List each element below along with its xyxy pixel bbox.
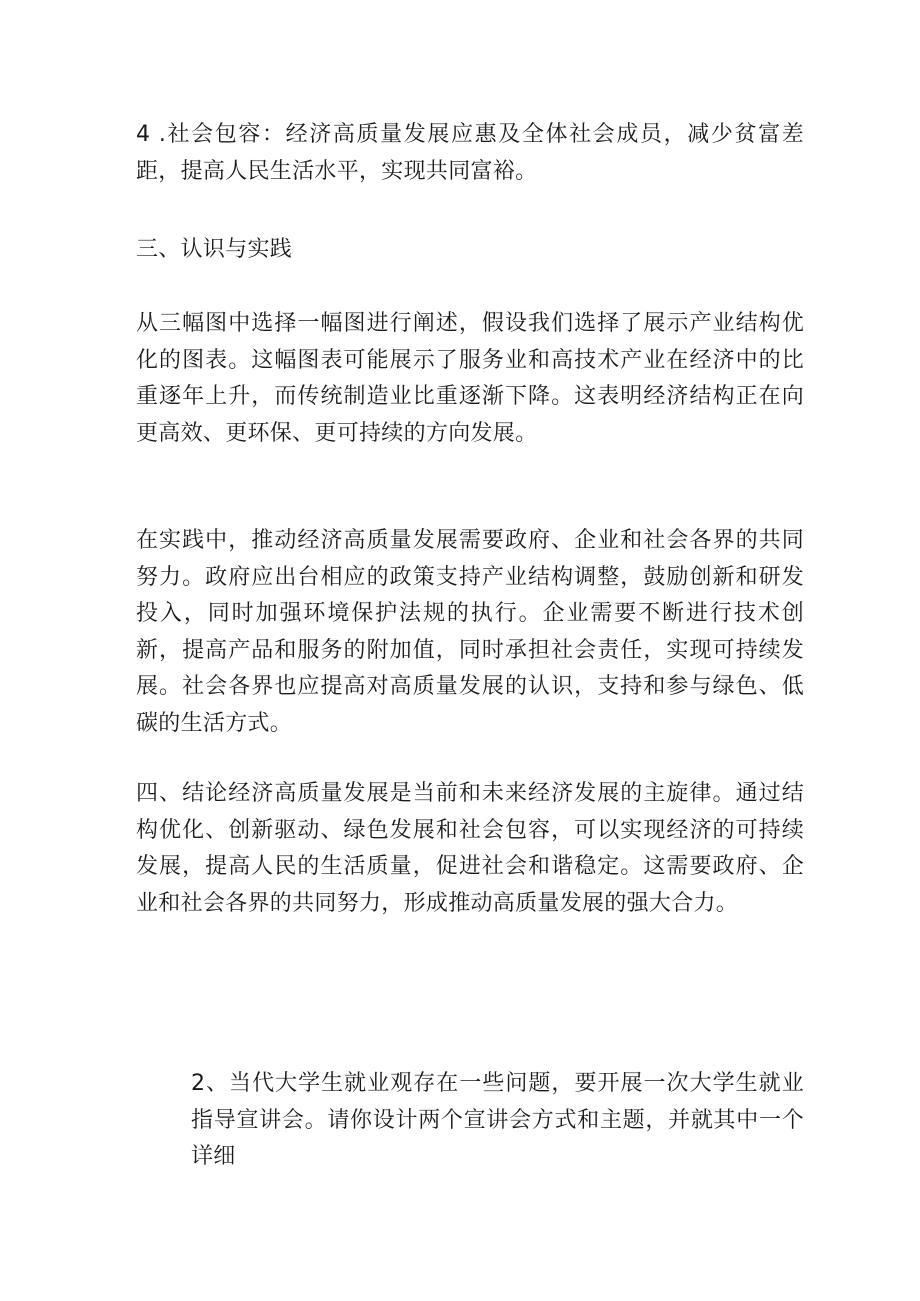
paragraph-social-inclusion: 4 .社会包容：经济高质量发展应惠及全体社会成员，减少贫富差距，提高人民生活水平，实现共同富裕。 [136,122,804,184]
section-heading-understanding-practice: 三、认识与实践 [136,237,293,262]
paragraph-conclusion: 四、结论经济高质量发展是当前和未来经济发展的主旋律。通过结构优化、创新驱动、绿色发展和社会包容，可以实现经济的可持续发展，提高人民的生活质量，促进社会和谐稳定。这需要政府、企业和社会各界的共同努力，形成推动高质量发展的强大合力。 [136,781,804,916]
paragraph-chart-analysis: 从三幅图中选择一幅图进行阐述，假设我们选择了展示产业结构优化的图表。这幅图表可能展示了服务业和高技术产业在经济中的比重逐年上升，而传统制造业比重逐渐下降。这表明经济结构正在向更高效、更环保、更可持续的方向发展。 [136,311,804,446]
paragraph-practice: 在实践中，推动经济高质量发展需要政府、企业和社会各界的共同努力。政府应出台相应的政策支持产业结构调整，鼓励创新和研发投入，同时加强环境保护法规的执行。企业需要不断进行技术创新，提高产品和服务的附加值，同时承担社会责任，实现可持续发展。社会各界也应提高对高质量发展的认识，支持和参与绿色、低碳的生活方式。 [136,528,804,736]
question-2: 2、当代大学生就业观存在一些问题，要开展一次大学生就业指导宣讲会。请你设计两个宣讲会方式和主题，并就其中一个详细 [191,1071,804,1169]
